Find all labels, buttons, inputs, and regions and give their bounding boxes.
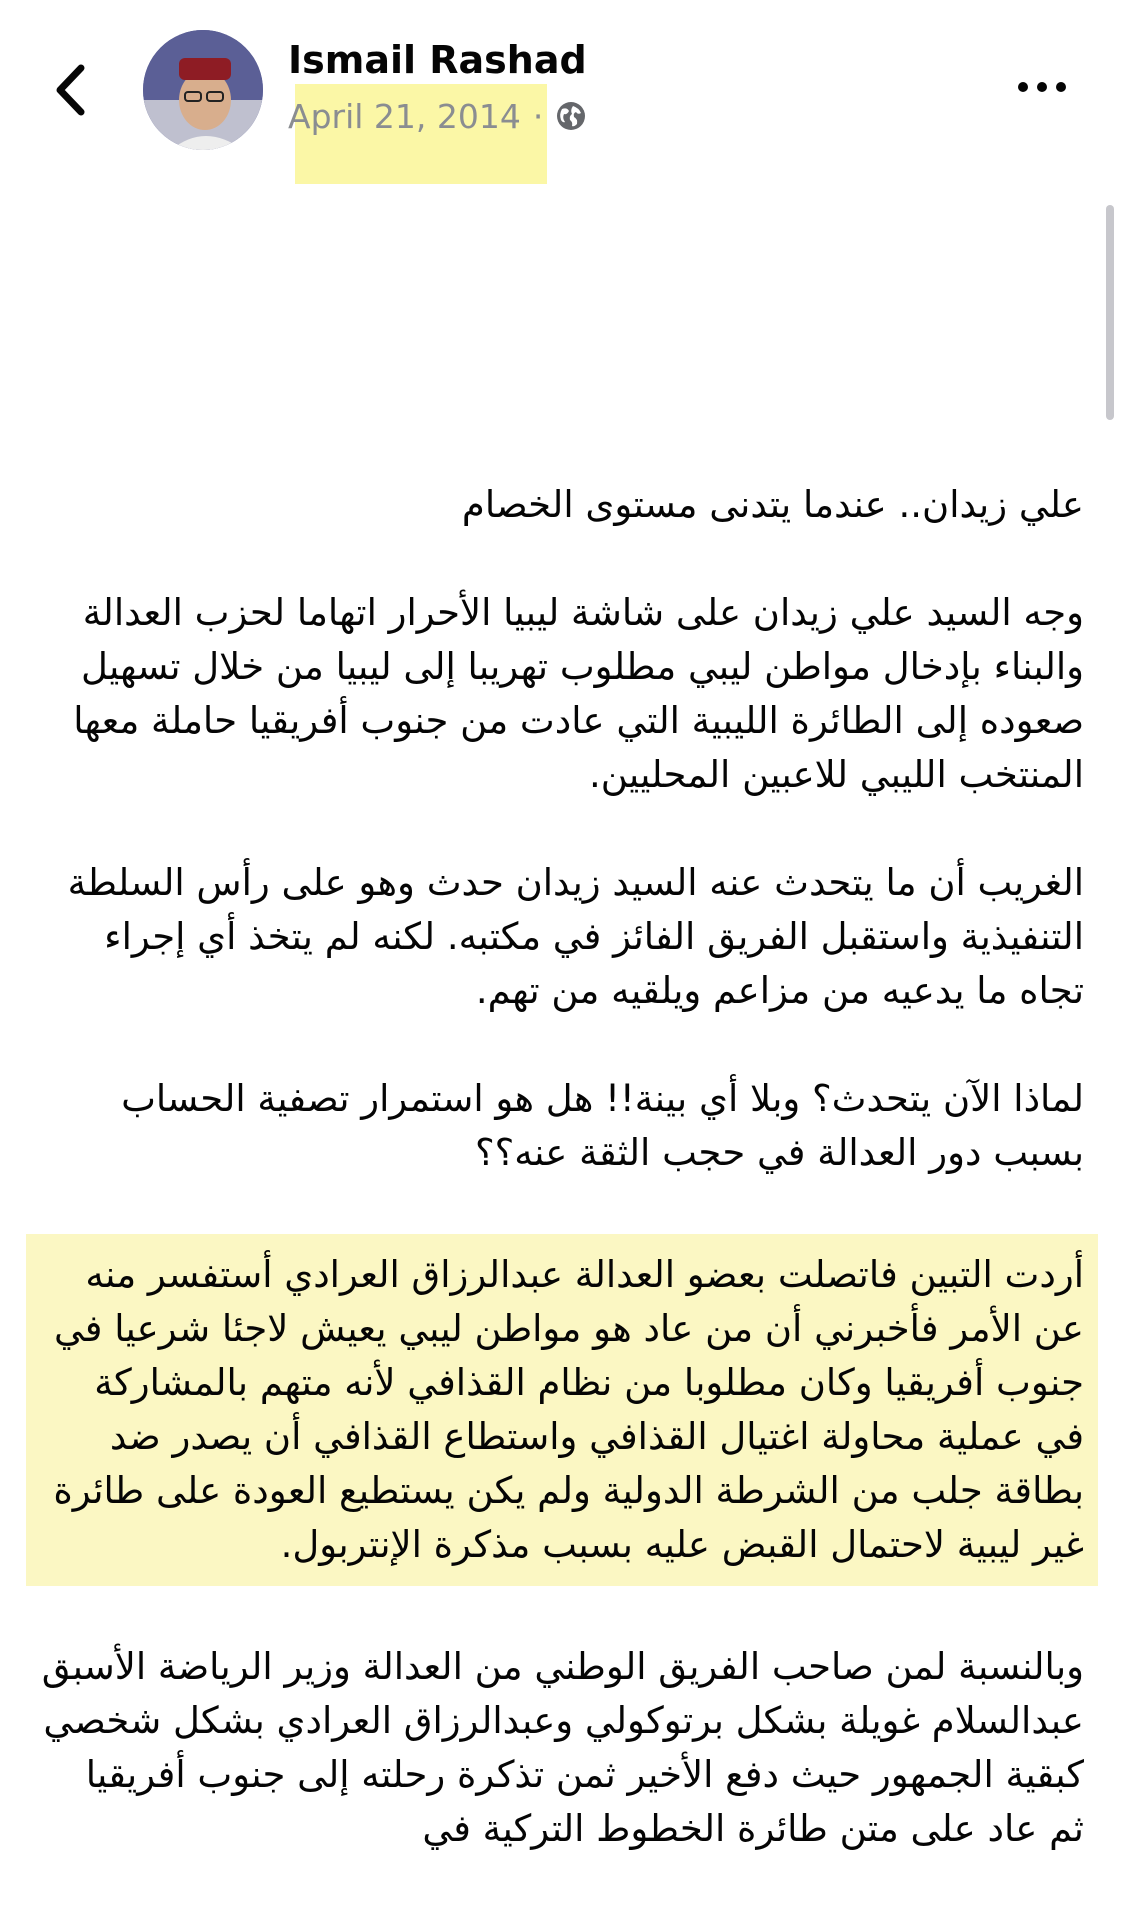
meta-separator: · — [532, 96, 544, 136]
more-options-button[interactable] — [1002, 62, 1082, 112]
globe-icon[interactable] — [555, 100, 587, 132]
post-paragraph: لماذا الآن يتحدث؟ وبلا أي بينة!! هل هو استمرار تصفية الحساب بسبب دور العدالة في حجب الثقة عنه؟؟ — [121, 1077, 1084, 1174]
more-horizontal-icon — [1056, 82, 1066, 92]
more-horizontal-icon — [1018, 82, 1028, 92]
scrollbar[interactable] — [1106, 205, 1114, 420]
post-paragraph: وبالنسبة لمن صاحب الفريق الوطني من العدالة وزير الرياضة الأسبق عبدالسلام غويلة بشكل برتوكولي وعبدالرزاق العرادي بشكل شخصي كبقية الجمهور حيث دفع الأخير ثمن تذكرة رحلته إلى جنوب أفريقيا ثم عاد على متن طائرة الخطوط التركية في — [41, 1645, 1084, 1850]
highlighted-paragraph: أردت التبين فاتصلت بعضو العدالة عبدالرزاق العرادي أستفسر منه عن الأمر فأخبرني أن من عاد هو مواطن ليبي يعيش لاجئا شرعيا في جنوب أفريقيا وكان مطلوبا من نظام القذافي لأنه متهم بالمشاركة في عملية محاولة اغتيال القذافي واستطاع القذافي أن يصدر ضد بطاقة جلب من الشرطة الدولية ولم يكن يستطيع العودة على طائرة غير ليبية لاحتمال القبض عليه بسبب مذكرة الإنتربول. — [26, 1234, 1098, 1586]
more-horizontal-icon — [1037, 82, 1047, 92]
author-name[interactable]: Ismail Rashad — [288, 38, 587, 82]
avatar-image — [143, 30, 263, 150]
post-header — [0, 0, 1124, 170]
post-date[interactable]: April 21, 2014 — [288, 96, 521, 136]
author-avatar[interactable] — [143, 30, 263, 150]
post-paragraph: الغريب أن ما يتحدث عنه السيد زيدان حدث وهو على رأس السلطة التنفيذية واستقبل الفريق الفائز في مكتبه. لكنه لم يتخذ أي إجراء تجاه ما يدعيه من مزاعم ويلقيه من تهم. — [67, 861, 1084, 1012]
post-paragraph: وجه السيد علي زيدان على شاشة ليبيا الأحرار اتهاما لحزب العدالة والبناء بإدخال مواطن ليبي مطلوب تهريبا إلى ليبيا من خلال تسهيل صعوده إلى الطائرة الليبية التي عادت من جنوب أفريقيا حاملة معها المنتخب الليبي للاعبين المحليين. — [73, 591, 1084, 796]
back-button[interactable] — [40, 50, 100, 130]
chevron-left-icon — [53, 63, 87, 117]
post-title: علي زيدان.. عندما يتدنى مستوى الخصام — [461, 483, 1084, 526]
post-body — [40, 478, 1084, 1910]
post-meta — [288, 94, 587, 138]
